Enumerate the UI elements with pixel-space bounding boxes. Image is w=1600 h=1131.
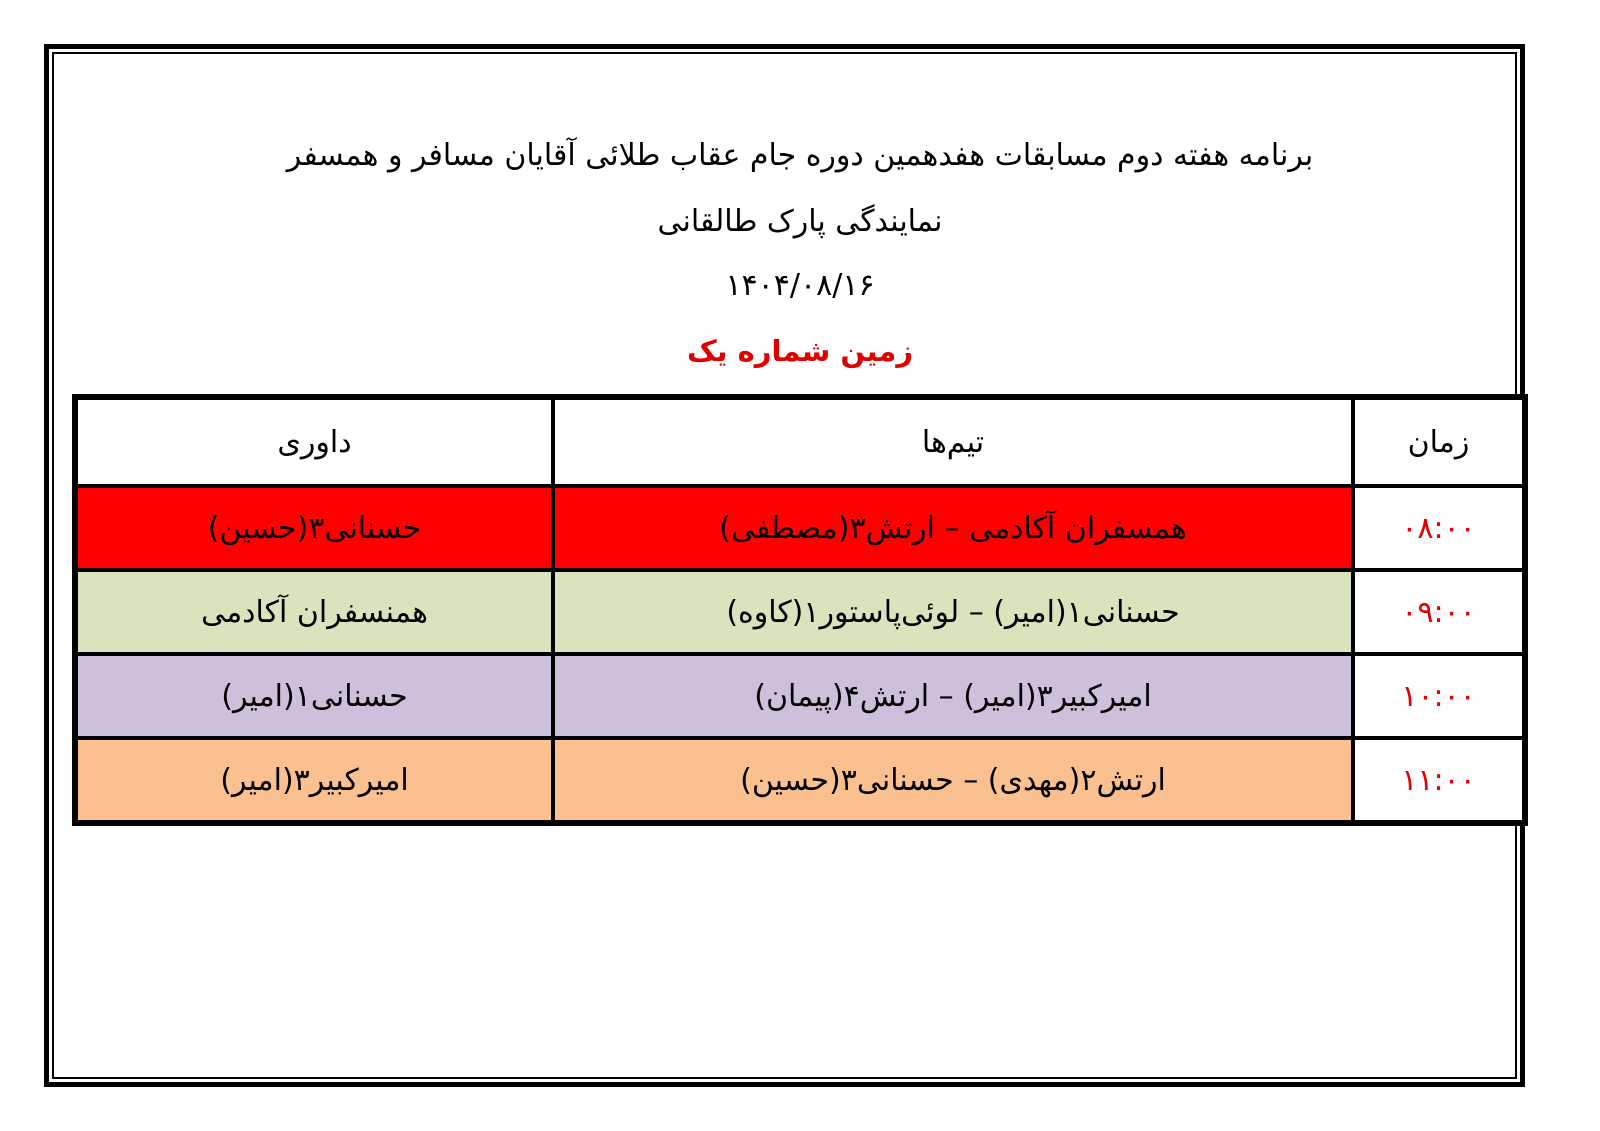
header-time: زمان: [1353, 397, 1525, 486]
match-referee: حسنانی۱(امیر): [75, 654, 553, 738]
header-referee: داوری: [75, 397, 553, 486]
match-referee: همنسفران آکادمی: [75, 570, 553, 654]
match-referee: امیرکبیر۳(امیر): [75, 738, 553, 823]
header-teams: تیم‌ها: [553, 397, 1353, 486]
schedule-title: برنامه هفته دوم مسابقات هفدهمین دوره جام عقاب طلائی آقایان مسافر و همسفر: [286, 138, 1314, 173]
match-time: ۱۱:۰۰: [1353, 738, 1525, 823]
match-time: ۱۰:۰۰: [1353, 654, 1525, 738]
schedule-date: ۱۴۰۴/۰۸/۱۶: [725, 268, 875, 303]
match-teams: ارتش۲(مهدی) – حسنانی۳(حسین): [553, 738, 1353, 823]
match-referee: حسنانی۳(حسین): [75, 486, 553, 570]
table-row: [75, 654, 1525, 738]
match-teams: حسنانی۱(امیر) – لوئی‌پاستور۱(کاوه): [553, 570, 1353, 654]
table-row: [75, 738, 1525, 823]
match-teams: امیرکبیر۳(امیر) – ارتش۴(پیمان): [553, 654, 1353, 738]
match-teams: همسفران آکادمی – ارتش۳(مصطفی): [553, 486, 1353, 570]
field-label: زمین شماره یک: [686, 334, 914, 368]
match-schedule-table: [72, 394, 1528, 826]
table-header-row: [75, 397, 1525, 486]
match-time: ۰۹:۰۰: [1353, 570, 1525, 654]
table-row: [75, 486, 1525, 570]
table-row: [75, 570, 1525, 654]
schedule-subtitle: نمایندگی پارک طالقانی: [657, 204, 943, 239]
match-time: ۰۸:۰۰: [1353, 486, 1525, 570]
